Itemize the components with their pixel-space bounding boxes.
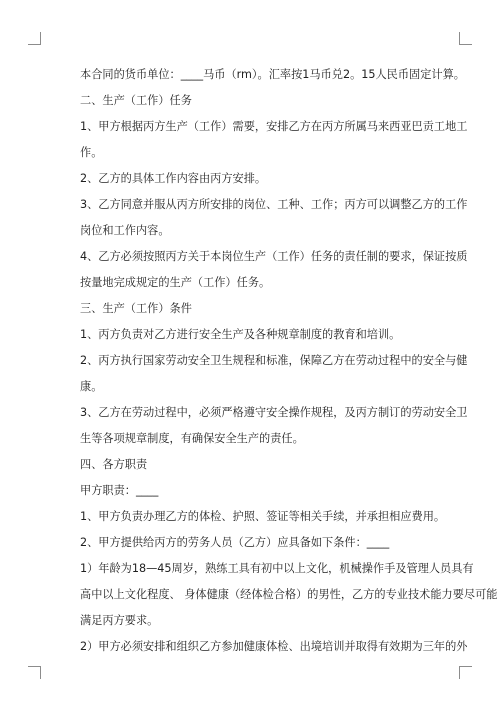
paragraph-line: 高中以上文化程度、 身体健康（经体检合格）的男性，乙方的专业技术能力要尽可能 (80, 588, 498, 601)
paragraph-p-2-2 (80, 166, 426, 192)
crop-mark-bottom-left (28, 666, 41, 679)
paragraph-line: 康。 (80, 380, 103, 393)
paragraph-line: 1）年龄为18—45周岁，熟练工具有初中以上文化，机械操作手及管理人员具有 (80, 562, 474, 575)
paragraph-line: 作。 (80, 146, 103, 159)
paragraph-line: 1、甲方根据丙方生产（工作）需要，安排乙方在丙方所属马来西亚巴贡工地工 (80, 120, 468, 133)
paragraph-p-2-4 (80, 244, 468, 296)
paragraph-line: 2、甲方提供给丙方的劳务人员（乙方）应具备如下条件：____ (80, 536, 390, 549)
paragraph-p-2-1 (80, 114, 468, 166)
paragraph-p-currency (80, 62, 465, 88)
paragraph-line: 二、生产（工作）任务 (80, 94, 192, 107)
paragraph-p-3-3 (80, 400, 468, 452)
crop-mark-top-left (28, 32, 41, 45)
paragraph-p-section3 (80, 296, 426, 322)
paragraph-p-4-2-2 (80, 634, 468, 660)
paragraph-line: 2、丙方执行国家劳动安全卫生规程和标准，保障乙方在劳动过程中的安全与健 (80, 354, 468, 367)
paragraph-line: 2、乙方的具体工作内容由丙方安排。 (80, 172, 267, 185)
paragraph-p-3-1 (80, 322, 426, 348)
paragraph-line: 4、乙方必须按照丙方关于本岗位生产（工作）任务的责任制的要求，保证按质 (80, 250, 468, 263)
paragraph-line: 本合同的货币单位：____马币（rm）。汇率按1马币兑2。15人民币固定计算。 (80, 68, 465, 81)
paragraph-line: 2）甲方必须安排和组织乙方参加健康体检、出境培训并取得有效期为三年的外 (80, 640, 468, 653)
paragraph-p-4-2-1 (80, 556, 498, 634)
paragraph-line: 1、丙方负责对乙方进行安全生产及各种规章制度的教育和培训。 (80, 328, 401, 341)
paragraph-p-4-2 (80, 530, 426, 556)
paragraph-line: 3、乙方在劳动过程中，必须严格遵守安全操作规程，及丙方制订的劳动安全卫 (80, 406, 468, 419)
paragraph-line: 生等各项规章制度，有确保安全生产的责任。 (80, 432, 304, 445)
paragraph-p-4-1 (80, 504, 446, 530)
paragraph-p-2-3 (80, 192, 468, 244)
paragraph-p-duties (80, 478, 426, 504)
paragraph-p-3-2 (80, 348, 468, 400)
paragraph-line: 按量地完成规定的生产（工作）任务。 (80, 276, 271, 289)
paragraph-line: 三、生产（工作）条件 (80, 302, 192, 315)
paragraph-line: 岗位和工作内容。 (80, 224, 170, 237)
paragraph-line: 甲方职责：____ (80, 484, 159, 497)
paragraph-line: 四、各方职责 (80, 458, 148, 471)
crop-mark-bottom-right (459, 666, 472, 679)
crop-mark-top-right (459, 32, 472, 45)
document-body (80, 62, 498, 660)
paragraph-line: 满足丙方要求。 (80, 614, 159, 627)
paragraph-line: 3、乙方同意并服从丙方所安排的岗位、工种、工作；丙方可以调整乙方的工作 (80, 198, 468, 211)
paragraph-line: 1、甲方负责办理乙方的体检、护照、签证等相关手续，并承担相应费用。 (80, 510, 446, 523)
paragraph-p-section2 (80, 88, 426, 114)
paragraph-p-section4 (80, 452, 426, 478)
